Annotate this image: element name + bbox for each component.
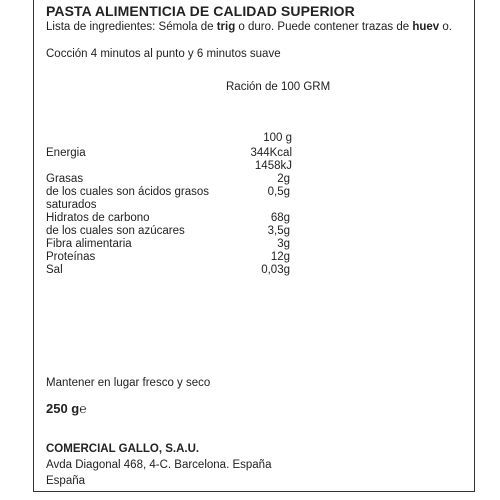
net-weight-value: 250 g bbox=[46, 401, 80, 416]
nutrient-label-protein: Proteínas bbox=[46, 251, 96, 263]
ingredients-prefix: Lista de ingredientes: Sémola de bbox=[46, 21, 217, 33]
cooking-instructions: Cocción 4 minutos al punto y 6 minutos suave bbox=[46, 48, 281, 60]
nutrient-label-fibre: Fibra alimentaria bbox=[46, 238, 132, 250]
nutrient-label-salt: Sal bbox=[46, 264, 63, 276]
nutrient-label-fat: Grasas bbox=[46, 173, 84, 185]
product-title: PASTA ALIMENTICIA DE CALIDAD SUPERIOR bbox=[46, 3, 355, 19]
allergen-wheat: trig bbox=[216, 21, 236, 33]
nutrient-value-salt: 0,03g bbox=[261, 264, 290, 276]
nutrient-value-carbohydrates: 68g bbox=[270, 212, 290, 224]
company-name: COMERCIAL GALLO, S.A.U. bbox=[46, 443, 200, 455]
nutrient-value-saturated: 0,5g bbox=[267, 186, 290, 198]
nutrient-value-protein: 12g bbox=[270, 251, 290, 263]
storage-instructions: Mantener en lugar fresco y seco bbox=[46, 377, 211, 389]
nutrition-column-header: 100 g bbox=[263, 132, 292, 144]
nutrient-value-fat: 2g bbox=[277, 173, 290, 185]
nutrient-label-sugars: de los cuales son azúcares bbox=[46, 225, 185, 237]
nutrient-label-carbohydrates: Hidratos de carbono bbox=[46, 212, 150, 224]
energy-label: Energia bbox=[46, 147, 86, 159]
company-address: Avda Diagonal 468, 4-C. Barcelona. España bbox=[46, 459, 272, 471]
nutrient-value-fibre: 3g bbox=[277, 238, 290, 250]
ingredients-suffix: o. bbox=[439, 21, 452, 33]
ingredients-middle: o duro. Puede contener trazas de bbox=[235, 21, 413, 33]
ingredients-list bbox=[46, 21, 452, 33]
net-weight bbox=[46, 401, 87, 416]
nutrient-value-sugars: 3,5g bbox=[267, 225, 290, 237]
nutrient-label-saturated: de los cuales son ácidos grasos bbox=[46, 186, 210, 198]
energy-kj: 1458kJ bbox=[254, 160, 292, 172]
serving-size: Ración de 100 GRM bbox=[226, 81, 331, 93]
energy-kcal: 344Kcal bbox=[250, 147, 292, 159]
country-of-origin: España bbox=[46, 475, 86, 487]
nutrient-label-saturated-cont: saturados bbox=[46, 199, 97, 211]
allergen-egg: huev bbox=[412, 21, 440, 33]
estimated-sign-icon: ℮ bbox=[79, 401, 87, 416]
